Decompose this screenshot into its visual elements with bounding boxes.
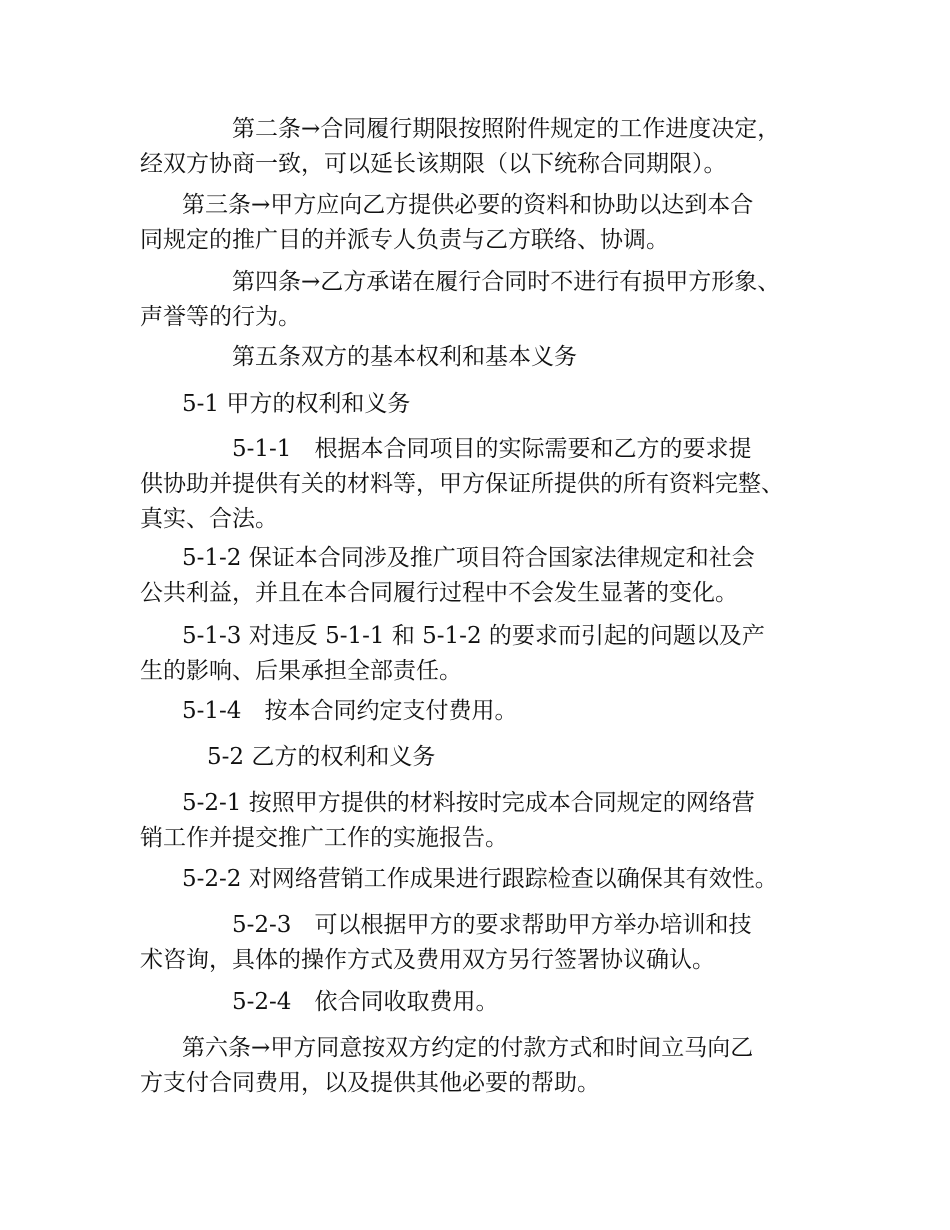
paragraph-line: 第三条→甲方应向乙方提供必要的资料和协助以达到本合 — [182, 192, 754, 218]
paragraph-line: 供协助并提供有关的材料等，甲方保证所提供的所有资料完整、 — [140, 471, 784, 497]
paragraph-line: 5-2 乙方的权利和义务 — [207, 744, 436, 770]
paragraph-line: 5-2-1 按照甲方提供的材料按时完成本合同规定的网络营 — [182, 790, 755, 816]
article-6-paragraph — [140, 1031, 830, 1101]
clause-5-1-3-paragraph — [140, 619, 830, 689]
article-4-paragraph — [140, 265, 830, 335]
paragraph-line: 第六条→甲方同意按双方约定的付款方式和时间立马向乙 — [182, 1035, 754, 1061]
paragraph-line: 声誉等的行为。 — [140, 304, 301, 330]
paragraph-line: 5-1 甲方的权利和义务 — [182, 391, 411, 417]
paragraph-line: 5-1-1 根据本合同项目的实际需要和乙方的要求提 — [232, 436, 752, 462]
paragraph-line: 公共利益，并且在本合同履行过程中不会发生显著的变化。 — [140, 580, 738, 606]
paragraph-line: 5-1-4 按本合同约定支付费用。 — [182, 698, 518, 724]
section-5-1-heading — [140, 387, 830, 422]
paragraph-line: 方支付合同费用，以及提供其他必要的帮助。 — [140, 1070, 600, 1096]
paragraph-line: 术咨询，具体的操作方式及费用双方另行签署协议确认。 — [140, 947, 715, 973]
paragraph-line: 第四条→乙方承诺在履行合同时不进行有损甲方形象、 — [232, 269, 781, 295]
paragraph-line: 5-2-4 依合同收取费用。 — [232, 989, 499, 1015]
paragraph-line: 生的影响、后果承担全部责任。 — [140, 658, 462, 684]
paragraph-line: 第五条双方的基本权利和基本义务 — [232, 344, 577, 370]
paragraph-line: 5-2-3 可以根据甲方的要求帮助甲方举办培训和技 — [232, 912, 752, 938]
article-5-heading — [140, 340, 830, 375]
paragraph-line: 销工作并提交推广工作的实施报告。 — [140, 825, 508, 851]
section-5-2-heading — [140, 740, 830, 775]
clause-5-2-1-paragraph — [140, 786, 830, 856]
paragraph-line: 5-2-2 对网络营销工作成果进行跟踪检查以确保其有效性。 — [182, 866, 778, 892]
paragraph-line: 5-1-2 保证本合同涉及推广项目符合国家法律规定和社会 — [182, 545, 755, 571]
paragraph-line: 5-1-3 对违反 5-1-1 和 5-1-2 的要求而引起的问题以及产 — [182, 623, 765, 649]
paragraph-line: 同规定的推广目的并派专人负责与乙方联络、协调。 — [140, 227, 669, 253]
clause-5-1-1-paragraph — [140, 432, 830, 537]
article-2-paragraph — [140, 112, 830, 182]
clause-5-1-4-paragraph — [140, 694, 830, 729]
clause-5-2-2-paragraph — [140, 862, 830, 897]
clause-5-1-2-paragraph — [140, 541, 830, 611]
article-3-paragraph — [140, 188, 830, 258]
clause-5-2-3-paragraph — [140, 908, 830, 978]
clause-5-2-4-paragraph — [140, 985, 830, 1020]
paragraph-line: 真实、合法。 — [140, 506, 278, 532]
paragraph-line: 经双方协商一致，可以延长该期限（以下统称合同期限）。 — [140, 151, 727, 177]
paragraph-line: 第二条→合同履行期限按照附件规定的工作进度决定， — [232, 116, 781, 142]
